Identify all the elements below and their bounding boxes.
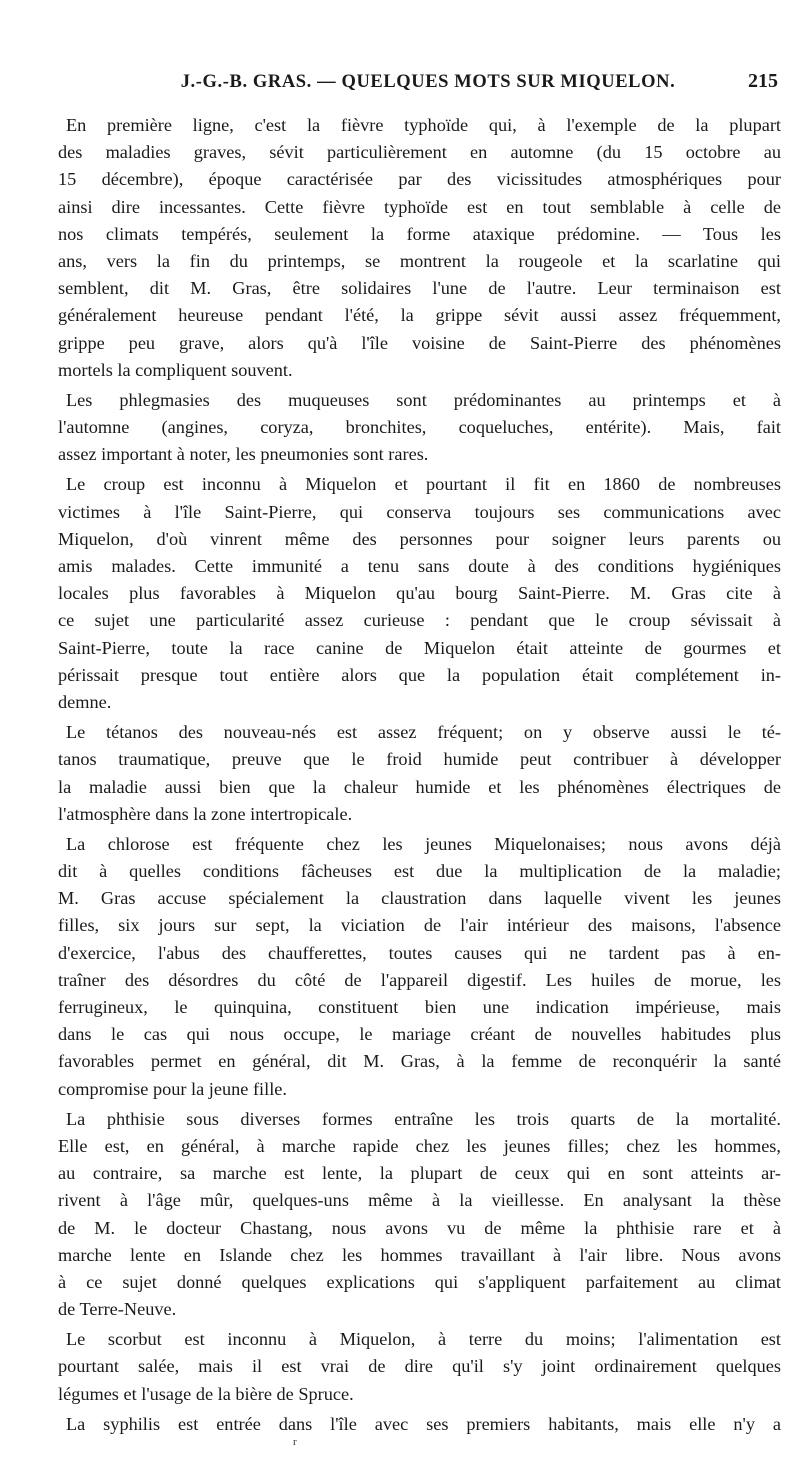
text-line: filles, six jours sur sept, la viciation de l'air intérieur des maisons, l'absence	[58, 915, 781, 936]
text-line: Les phlegmasies des muqueuses sont prédominantes au printemps et à	[66, 389, 781, 410]
text-line: favorables permet en général, dit M. Gras, à la femme de reconquérir la santé	[58, 1051, 781, 1072]
text-line: La chlorose est fréquente chez les jeunes Miquelonaises; nous avons déjà	[66, 833, 781, 854]
text-line: de M. le docteur Chastang, nous avons vu de même la phthisie rare et à	[58, 1217, 781, 1238]
text-line: semblent, dit M. Gras, être solidaires l'une de l'autre. Leur terminaison est	[58, 278, 781, 299]
text-line: demne.	[58, 691, 112, 712]
paragraph	[58, 1411, 781, 1438]
text-line: amis malades. Cette immunité a tenu sans doute à des conditions hygiéniques	[58, 556, 781, 576]
text-line: mortels la compliquent souvent.	[58, 359, 293, 380]
text-line: La phthisie sous diverses formes entraîne les trois quarts de la mortalité.	[66, 1108, 781, 1129]
text-line: de Terre-Neuve.	[58, 1299, 177, 1320]
text-line: assez important à noter, les pneumonies sont rares.	[58, 444, 429, 465]
text-line: Le scorbut est inconnu à Miquelon, à terre du moins; l'alimentation est	[66, 1329, 781, 1350]
text-line: 15 décembre), époque caractérisée par des vicissitudes atmosphériques pour	[58, 169, 781, 190]
running-head: J.-G.-B. GRAS. — QUELQUES MOTS SUR MIQUELON.	[180, 72, 676, 92]
page-number: 215	[748, 70, 778, 92]
text-line: ans, vers la fin du printemps, se montrent la rougeole et la scarlatine qui	[58, 250, 781, 271]
text-line: Elle est, en général, à marche rapide chez les jeunes filles; chez les hommes,	[58, 1135, 781, 1156]
paragraph	[58, 1326, 781, 1408]
text-line: En première ligne, c'est la fièvre typhoïde qui, à l'exemple de la plupart	[66, 115, 781, 135]
text-line: nos climats tempérés, seulement la forme ataxique prédomine. — Tous les	[58, 223, 781, 244]
text-line: Miquelon, d'où vinrent même des personnes pour soigner leurs parents ou	[58, 528, 781, 549]
text-line: l'atmosphère dans la zone intertropicale.	[58, 803, 353, 824]
text-line: dans le cas qui nous occupe, le mariage créant de nouvelles habitudes plus	[58, 1024, 781, 1045]
text-line: locales plus favorables à Miquelon qu'au bourg Saint-Pierre. M. Gras cite à	[58, 583, 781, 604]
text-line: pourtant salée, mais il est vrai de dire qu'il s'y joint ordinairement quelques	[58, 1356, 781, 1377]
text-line: la maladie aussi bien que la chaleur humide et les phénomènes électriques de	[58, 776, 781, 797]
text-line: dit à quelles conditions fâcheuses est due la multiplication de la maladie;	[58, 861, 781, 882]
text-line: victimes à l'île Saint-Pierre, qui conserva toujours ses communications avec	[58, 501, 781, 522]
text-line: périssait presque tout entière alors que la population était complétement in-	[58, 664, 781, 685]
text-line: l'automne (angines, coryza, bronchites, coqueluches, entérite). Mais, fait	[58, 417, 781, 438]
text-line: ce sujet une particularité assez curieuse : pendant que le croup sévissait à	[58, 610, 781, 631]
text-line: des maladies graves, sévit particulièrement en automne (du 15 octobre au	[58, 142, 781, 163]
text-line: tanos traumatique, preuve que le froid humide peut contribuer à développer	[58, 749, 781, 770]
paragraph	[58, 719, 781, 828]
paragraph	[58, 387, 781, 469]
paragraph	[58, 1106, 781, 1324]
body-text	[58, 112, 781, 1441]
text-line: Le croup est inconnu à Miquelon et pourtant il fit en 1860 de nombreuses	[66, 474, 781, 495]
text-line: à ce sujet donné quelques explications qui s'appliquent parfaitement au climat	[58, 1271, 781, 1292]
text-line: marche lente en Islande chez les hommes travaillant à l'air libre. Nous avons	[58, 1244, 781, 1265]
text-line: légumes et l'usage de la bière de Spruce.	[58, 1383, 354, 1404]
text-line: ainsi dire incessantes. Cette fièvre typhoïde est en tout semblable à celle de	[58, 196, 781, 217]
text-line: traîner des désordres du côté de l'appareil digestif. Les huiles de morue, les	[58, 969, 781, 990]
paragraph	[58, 471, 781, 716]
text-line: grippe peu grave, alors qu'à l'île voisine de Saint-Pierre des phénomènes	[58, 332, 781, 353]
paragraph	[58, 112, 781, 384]
text-line: généralement heureuse pendant l'été, la grippe sévit aussi assez fréquemment,	[58, 305, 781, 326]
text-line: au contraire, sa marche est lente, la plupart de ceux qui en sont atteints ar-	[58, 1163, 781, 1184]
printer-mark: r	[293, 1436, 297, 1448]
paragraph	[58, 831, 781, 1103]
page-header	[58, 68, 778, 98]
text-line: rivent à l'âge mûr, quelques-uns même à la vieillesse. En analysant la thèse	[58, 1190, 781, 1211]
text-line: M. Gras accuse spécialement la claustration dans laquelle vivent les jeunes	[58, 888, 781, 909]
text-line: ferrugineux, le quinquina, constituent bien une indication impérieuse, mais	[58, 997, 781, 1017]
text-line: d'exercice, l'abus des chaufferettes, toutes causes qui ne tardent pas à en-	[58, 942, 781, 963]
text-line: Saint-Pierre, toute la race canine de Miquelon était atteinte de gourmes et	[58, 637, 781, 658]
text-line: La syphilis est entrée dans l'île avec ses premiers habitants, mais elle n'y a	[66, 1413, 781, 1434]
text-line: compromise pour la jeune fille.	[58, 1078, 287, 1099]
text-line: Le tétanos des nouveau-nés est assez fréquent; on y observe aussi le té-	[66, 722, 781, 743]
